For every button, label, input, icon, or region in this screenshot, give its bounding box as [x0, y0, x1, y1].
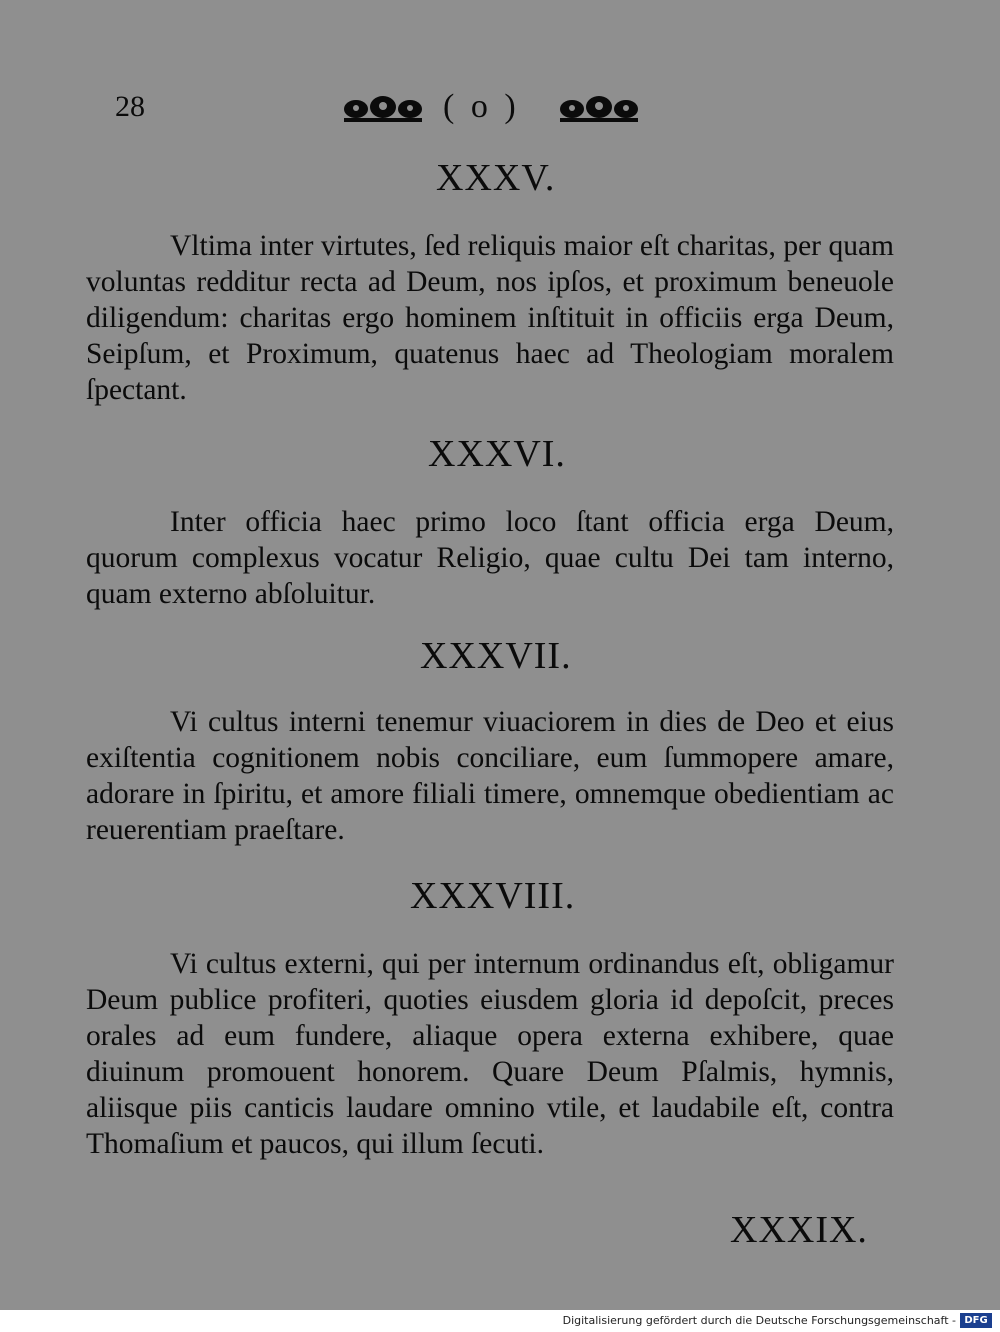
section-paragraph: Vltima inter virtutes, ſed reliquis maior eſt charitas, per quam voluntas redditur recta ad Deum, nos ipſos, et proximum beneuole diligendum: charitas ergo hominem inſtituit in officiis erga Deum, Seipſum, et Proximum, quatenus haec ad Theologiam moralem ſpectant. [86, 230, 894, 406]
floral-ornament-icon [558, 92, 640, 126]
page-header [115, 88, 640, 134]
section-number: XXXVIII. [410, 875, 576, 917]
floral-ornament-icon [342, 92, 424, 126]
dfg-logo: DFG [960, 1313, 992, 1328]
footer-credit-text: Digitalisierung gefördert durch die Deutsche Forschungsgemeinschaft - [562, 1314, 956, 1327]
section-paragraph: Vi cultus externi, qui per internum ordinandus eſt, obligamur Deum publice profiteri, quoties eiusdem gloria id depoſcit, preces orales ad eum fundere, aliaque opera externa exhibere, quae diuinum promouent honorem. Quare Deum Pſalmis, hymnis, aliisque piis canticis laudare omnino vtile, et laudabile eſt, contra Thomaſium et paucos, qui illum ſecuti. [86, 948, 894, 1160]
section-number: XXXV. [436, 157, 556, 199]
section-paragraph: Inter officia haec primo loco ſtant officia erga Deum, quorum complexus vocatur Religio, quae cultu Dei tam interno, quam externo abſoluitur. [86, 506, 894, 610]
digitization-footer [0, 1310, 1000, 1332]
header-center-mark: ( o ) [443, 88, 520, 125]
page-number: 28 [115, 90, 145, 123]
catchword: XXXIX. [730, 1209, 868, 1251]
section-paragraph: Vi cultus interni tenemur viuaciorem in dies de Deo et eius exiſtentia cognitionem nobis conciliare, eum ſummopere amare, adorare in ſpiritu, et amore filiali timere, omnemque obedientiam ac reuerentiam praeſtare. [86, 706, 894, 846]
section-number: XXXVI. [428, 433, 566, 475]
section-number: XXXVII. [420, 635, 572, 677]
